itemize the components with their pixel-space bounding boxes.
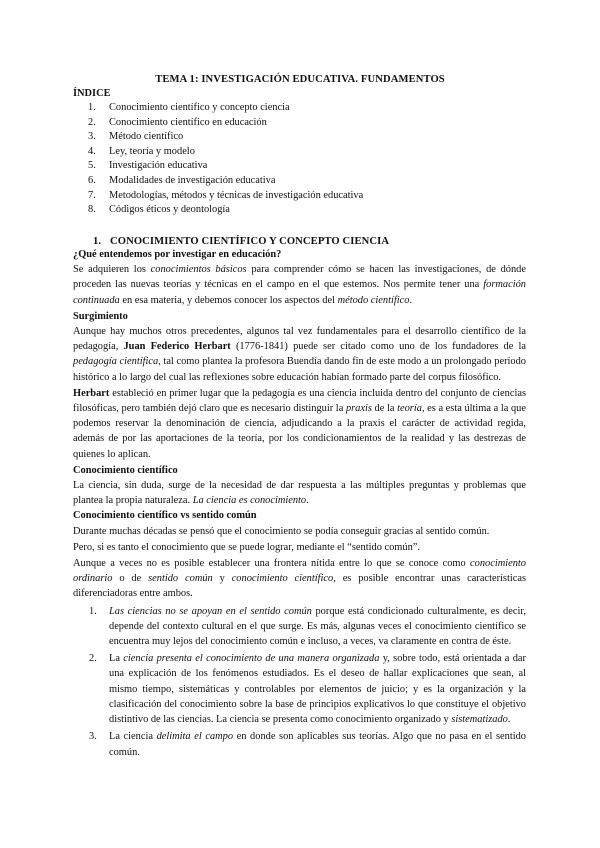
toc-item-text: Conocimiento científico y concepto ciencia bbox=[109, 102, 290, 113]
toc-item bbox=[88, 129, 508, 144]
list-item bbox=[73, 651, 526, 727]
subheading-surgimiento: Surgimiento bbox=[73, 310, 128, 322]
subheading-conocimiento-cientifico: Conocimiento científico bbox=[73, 464, 178, 476]
toc-item bbox=[88, 115, 508, 130]
toc-item-number: 8. bbox=[88, 204, 96, 216]
toc-item-number: 2. bbox=[88, 116, 96, 128]
paragraph: Se adquieren los conocimientos básicos para comprender cómo se hacen las investigaciones, de dónde proceden las nuevas teorías y técnicas en el campo en el que estemos. Nos permite tener una formación continuada en esa materia, y debemos conocer los aspectos del método científico. bbox=[73, 264, 526, 306]
toc-item bbox=[88, 202, 508, 217]
list-item bbox=[73, 729, 526, 759]
toc-item-number: 7. bbox=[88, 189, 96, 201]
subheading-question: ¿Qué entendemos por investigar en educación? bbox=[73, 249, 282, 260]
paragraph: Pero, si es tanto el conocimiento que se puede lograr, mediante el “sentido común”. bbox=[73, 541, 420, 553]
toc-item bbox=[88, 144, 508, 159]
table-of-contents bbox=[88, 100, 508, 217]
toc-item-text: Investigación educativa bbox=[109, 160, 208, 172]
list-item bbox=[73, 604, 526, 650]
paragraph: La ciencia, sin duda, surge de la necesidad de dar respuesta a las múltiples preguntas y problemas que plantea la propia naturaleza. La ciencia es conocimiento. bbox=[73, 480, 526, 507]
toc-item-text: Ley, teoría y modelo bbox=[109, 145, 195, 157]
toc-item bbox=[88, 188, 508, 203]
toc-item-text: Códigos éticos y deontología bbox=[109, 204, 230, 216]
section-body bbox=[73, 247, 526, 760]
list-item-text: La ciencia presenta el conocimiento de una manera organizada y, sobre todo, está orientada a dar una explicación de los fenómenos estudiados. Es el deseo de hallar explicaciones que sean, al mismo tiempo, sistemáticas y controlables por elementos de juicio; y es la organización y la clasificación del conocimiento sobre la base de principios explicativos lo que constituye el objetivo distintivo de las ciencias. La ciencia se presenta como conocimiento organizado y sistematizado. bbox=[109, 653, 526, 726]
toc-item-text: Modalidades de investigación educativa bbox=[109, 174, 276, 186]
list-item-text: Las ciencias no se apoyan en el sentido común porque está condicionado culturalmente, es decir, depende del contexto cultural en el que surge. Es más, algunas veces el conocimiento científico se encuentra muy lejos del conocimiento común e incluso, a veces, va claramente en contra de éste. bbox=[109, 605, 526, 648]
toc-item bbox=[88, 158, 508, 173]
toc-item-number: 3. bbox=[88, 131, 96, 143]
paragraph: Aunque a veces no es posible establecer una frontera nítida entre lo que se conoce como conocimiento ordinario o de sentido común y conocimiento científico, es posible encontrar unas características diferenciadoras entre ambos. bbox=[73, 558, 527, 600]
index-label: ÍNDICE bbox=[73, 88, 111, 99]
list-item-number: 2. bbox=[89, 653, 97, 665]
list-item-number: 1. bbox=[89, 605, 97, 617]
list-item-number: 3. bbox=[89, 731, 97, 743]
toc-item bbox=[88, 173, 508, 188]
numbered-list bbox=[73, 604, 526, 760]
toc-item-text: Método científico bbox=[109, 131, 184, 143]
toc-item-number: 4. bbox=[88, 145, 96, 157]
paragraph: Durante muchas décadas se pensó que el conocimiento se podía conseguir gracias al sentido común. bbox=[73, 525, 490, 537]
subheading-vs-sentido-comun: Conocimiento científico vs sentido común bbox=[73, 510, 257, 522]
toc-item-number: 5. bbox=[88, 160, 96, 172]
toc-item-text: Conocimiento científico en educación bbox=[109, 116, 267, 128]
toc-item-text: Metodologías, métodos y técnicas de investigación educativa bbox=[109, 189, 364, 201]
section-number: 1. bbox=[93, 236, 102, 247]
toc-item-number: 6. bbox=[88, 174, 96, 186]
paragraph: Herbart estableció en primer lugar que la pedagogía es una ciencia incluida dentro del conjunto de ciencias filosóficas, pero también dejó claro que es necesario distinguir la praxis de la teoría, es a esta última a la que podemos reservar la denominación de ciencia, adjudicando a la praxis el carácter de actividad regida, además de por las aportaciones de la teoría, por los condicionamientos de la realidad y las destrezas de quienes lo aplican. bbox=[73, 387, 526, 460]
document-title: TEMA 1: INVESTIGACIÓN EDUCATIVA. FUNDAMENTOS bbox=[155, 74, 445, 85]
list-item-text: La ciencia delimita el campo en donde son aplicables sus teorías. Algo que no pasa en el sentido común. bbox=[109, 731, 526, 758]
paragraph: Aunque hay muchos otros precedentes, algunos tal vez fundamentales para el desarrollo científico de la pedagogía, Juan Federico Herbart (1776-1841) puede ser citado como uno de los fundadores de la pedagogía científica, tal como plantea la profesora Buendía dando fin de este modo a un prolongado período histórico a lo largo del cual las reflexiones sobre educación habían formado parte del corpus filosófico. bbox=[73, 326, 527, 383]
toc-item-number: 1. bbox=[88, 102, 96, 113]
toc-item bbox=[88, 100, 508, 115]
section-heading-text: CONOCIMIENTO CIENTÍFICO Y CONCEPTO CIENCIA bbox=[110, 236, 390, 247]
